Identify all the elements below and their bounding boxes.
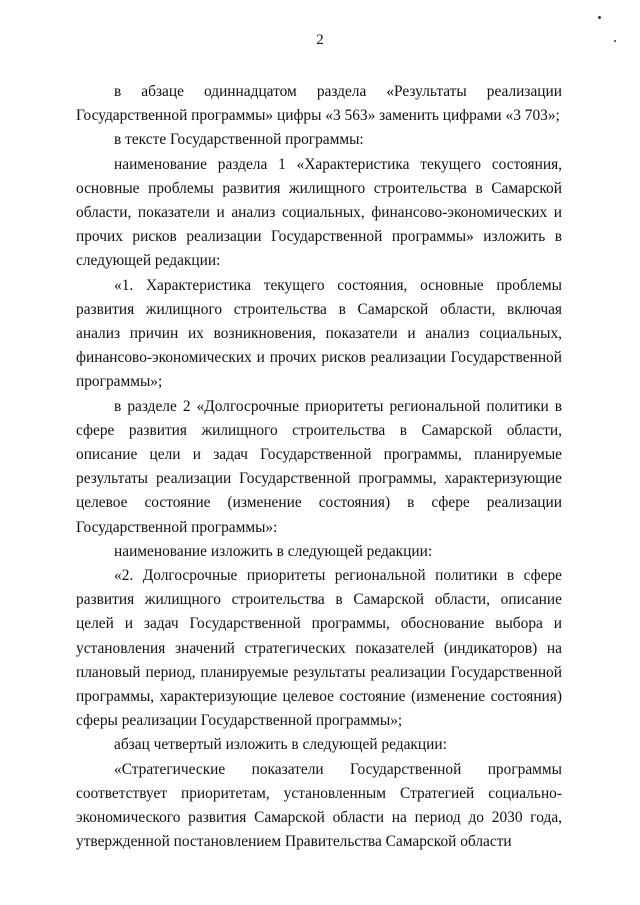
paragraph: абзац четвертый изложить в следующей редакции: <box>114 736 447 754</box>
scan-speck <box>598 16 601 19</box>
paragraph: «2. Долгосрочные приоритеты региональной политики в сфере развития жилищного строительства в Самарской области, описание целей и задач Государственной программы, обоснование выбора и установления значений стратегических показателей (индикаторов) на плановый период, планируемые результаты реализации Государственной программы, характеризующие целевое состояние (изменение состояния) сферы реализации Государственной программы»; <box>76 567 562 730</box>
scan-speck <box>614 40 616 42</box>
page-number: 2 <box>316 32 324 48</box>
document-body <box>76 80 562 855</box>
paragraph: «1. Характеристика текущего состояния, основные проблемы развития жилищного строительства в Самарской области, включая анализ причин их возникновения, показатели и анализ социальных, финансово-экономических и прочих рисков реализации Государственной программы»; <box>76 276 562 391</box>
paragraph: в абзаце одиннадцатом раздела «Результаты реализации Государственной программы» цифры «3 563» заменить цифрами «3 703»; <box>76 83 562 125</box>
paragraph: «Стратегические показатели Государственной программы соответствует приоритетам, установленным Стратегией социально-экономического развития Самарской области на период до 2030 года, утвержденной постановлением Правительства Самарской области <box>76 760 562 851</box>
paragraph: наименование изложить в следующей редакции: <box>114 542 433 560</box>
paragraph: в разделе 2 «Долгосрочные приоритеты региональной политики в сфере развития жилищного строительства в Самарской области, описание цели и задач Государственной программы, планируемые результаты реализации Государственной программы, характеризующие целевое состояние (изменение состояния) в сфере реализации Государственной программы»: <box>76 397 562 536</box>
paragraph: в тексте Государственной программы: <box>114 131 364 149</box>
paragraph: наименование раздела 1 «Характеристика текущего состояния, основные проблемы развития жилищного строительства в Самарской области, показатели и анализ социальных, финансово-экономических и прочих рисков реализации Государственной программы» изложить в следующей редакции: <box>76 155 562 270</box>
